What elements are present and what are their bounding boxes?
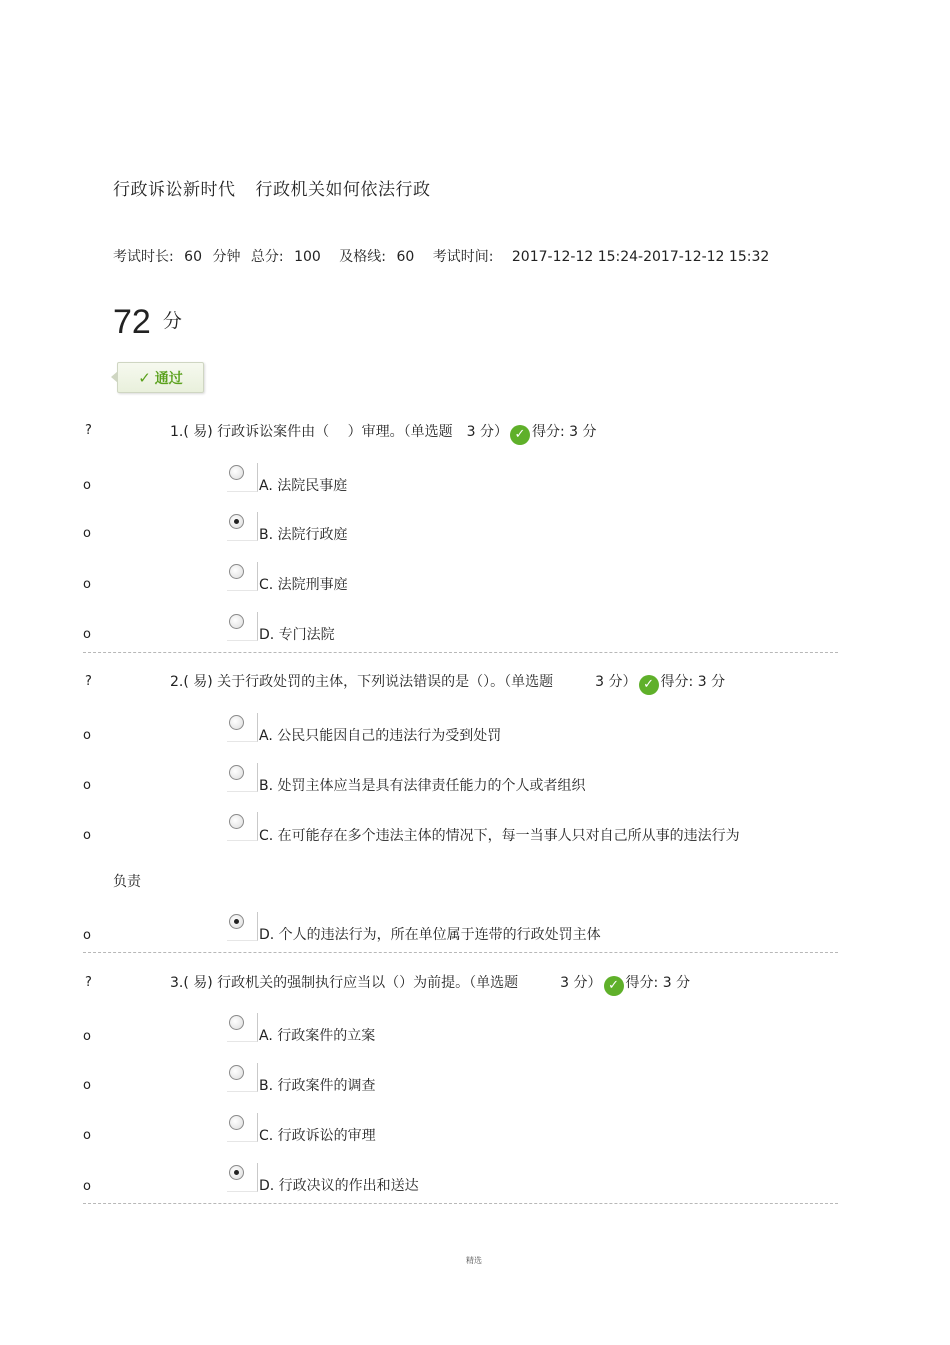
total-score: [113, 303, 182, 342]
page-footer: 精选: [466, 1256, 482, 1265]
divider: [83, 952, 838, 953]
score-label: 得分:: [660, 674, 694, 690]
radio-q1-a[interactable]: [227, 463, 258, 492]
correct-icon: ✓: [510, 425, 530, 445]
radio-q3-b[interactable]: [227, 1063, 258, 1092]
page-title: [113, 175, 431, 200]
question-text: 2.( 易) 关于行政处罚的主体，下列说法错误的是（）。（单选题 3 分）: [170, 674, 637, 690]
option-label: B. 处罚主体应当是具有法律责任能力的个人或者组织: [259, 778, 586, 794]
pass-badge-label: 通过: [154, 370, 183, 387]
title-subject: 行政机关如何依法行政: [255, 180, 431, 200]
score-unit: 分: [162, 310, 182, 332]
question-2: [170, 671, 725, 695]
radio-q1-c[interactable]: [227, 562, 258, 591]
score-label: 得分:: [532, 424, 565, 440]
radio-q3-d[interactable]: [227, 1163, 258, 1192]
option-label: C. 在可能存在多个违法主体的情况下，每一当事人只对自己所从事的违法行为: [259, 828, 740, 844]
duration-unit: 分钟: [212, 249, 241, 265]
divider: [83, 1203, 838, 1204]
time-value: 2017-12-12 15:24-2017-12-12 15:32: [511, 249, 770, 265]
radio-q2-d[interactable]: [227, 912, 258, 941]
option-label: A. 公民只能因自己的违法行为受到处罚: [259, 728, 502, 744]
score-value: 72: [113, 303, 151, 341]
list-bullet: o: [83, 627, 91, 642]
question-text: 1.( 易) 行政诉讼案件由（ ）审理。（单选题 3 分）: [170, 424, 508, 440]
duration-label: 考试时长:: [113, 249, 174, 265]
duration-value: 60: [184, 249, 202, 265]
radio-q2-b[interactable]: [227, 763, 258, 792]
option-label: C. 行政诉讼的审理: [259, 1128, 376, 1144]
list-bullet: o: [83, 1078, 91, 1093]
title-course: 行政诉讼新时代: [113, 180, 236, 200]
score-value: 3 分: [569, 424, 597, 440]
option-label: D. 个人的违法行为，所在单位属于连带的行政处罚主体: [259, 927, 601, 943]
option-label: A. 行政案件的立案: [259, 1028, 376, 1044]
exam-meta: [113, 246, 775, 266]
divider: [83, 652, 838, 653]
total-value: 100: [294, 249, 321, 265]
time-label: 考试时间:: [432, 249, 494, 265]
radio-q3-c[interactable]: [227, 1113, 258, 1142]
radio-q1-b[interactable]: [227, 512, 258, 541]
radio-q1-d[interactable]: [227, 612, 258, 641]
list-bullet: o: [83, 1128, 91, 1143]
pass-badge: [117, 362, 204, 393]
check-icon: ✓: [138, 368, 151, 387]
question-3: [170, 972, 690, 996]
option-label: B. 行政案件的调查: [259, 1078, 376, 1094]
correct-icon: ✓: [604, 976, 624, 996]
score-value: 3 分: [697, 674, 726, 690]
list-bullet: o: [83, 728, 91, 743]
question-marker: ?: [85, 423, 92, 438]
list-bullet: o: [83, 526, 91, 541]
radio-q2-a[interactable]: [227, 713, 258, 742]
option-label: A. 法院民事庭: [259, 478, 348, 494]
list-bullet: o: [83, 928, 91, 943]
list-bullet: o: [83, 577, 91, 592]
question-marker: ?: [85, 674, 92, 689]
question-marker: ?: [85, 975, 92, 990]
score-label: 得分:: [625, 975, 659, 991]
option-label: D. 专门法院: [259, 627, 335, 643]
option-label: C. 法院刑事庭: [259, 577, 348, 593]
list-bullet: o: [83, 828, 91, 843]
radio-q3-a[interactable]: [227, 1013, 258, 1042]
list-bullet: o: [83, 778, 91, 793]
radio-q2-c[interactable]: [227, 812, 258, 841]
pass-value: 60: [396, 249, 415, 265]
list-bullet: o: [83, 478, 91, 493]
question-1: [170, 421, 597, 445]
option-label-continuation: 负责: [113, 874, 141, 890]
option-label: D. 行政决议的作出和送达: [259, 1178, 419, 1194]
correct-icon: ✓: [639, 675, 659, 695]
option-label: B. 法院行政庭: [259, 527, 348, 543]
total-label: 总分:: [250, 249, 284, 265]
score-value: 3 分: [662, 975, 691, 991]
pass-label: 及格线:: [339, 249, 386, 265]
list-bullet: o: [83, 1029, 91, 1044]
list-bullet: o: [83, 1179, 91, 1194]
question-text: 3.( 易) 行政机关的强制执行应当以（）为前提。（单选题 3 分）: [170, 975, 602, 991]
